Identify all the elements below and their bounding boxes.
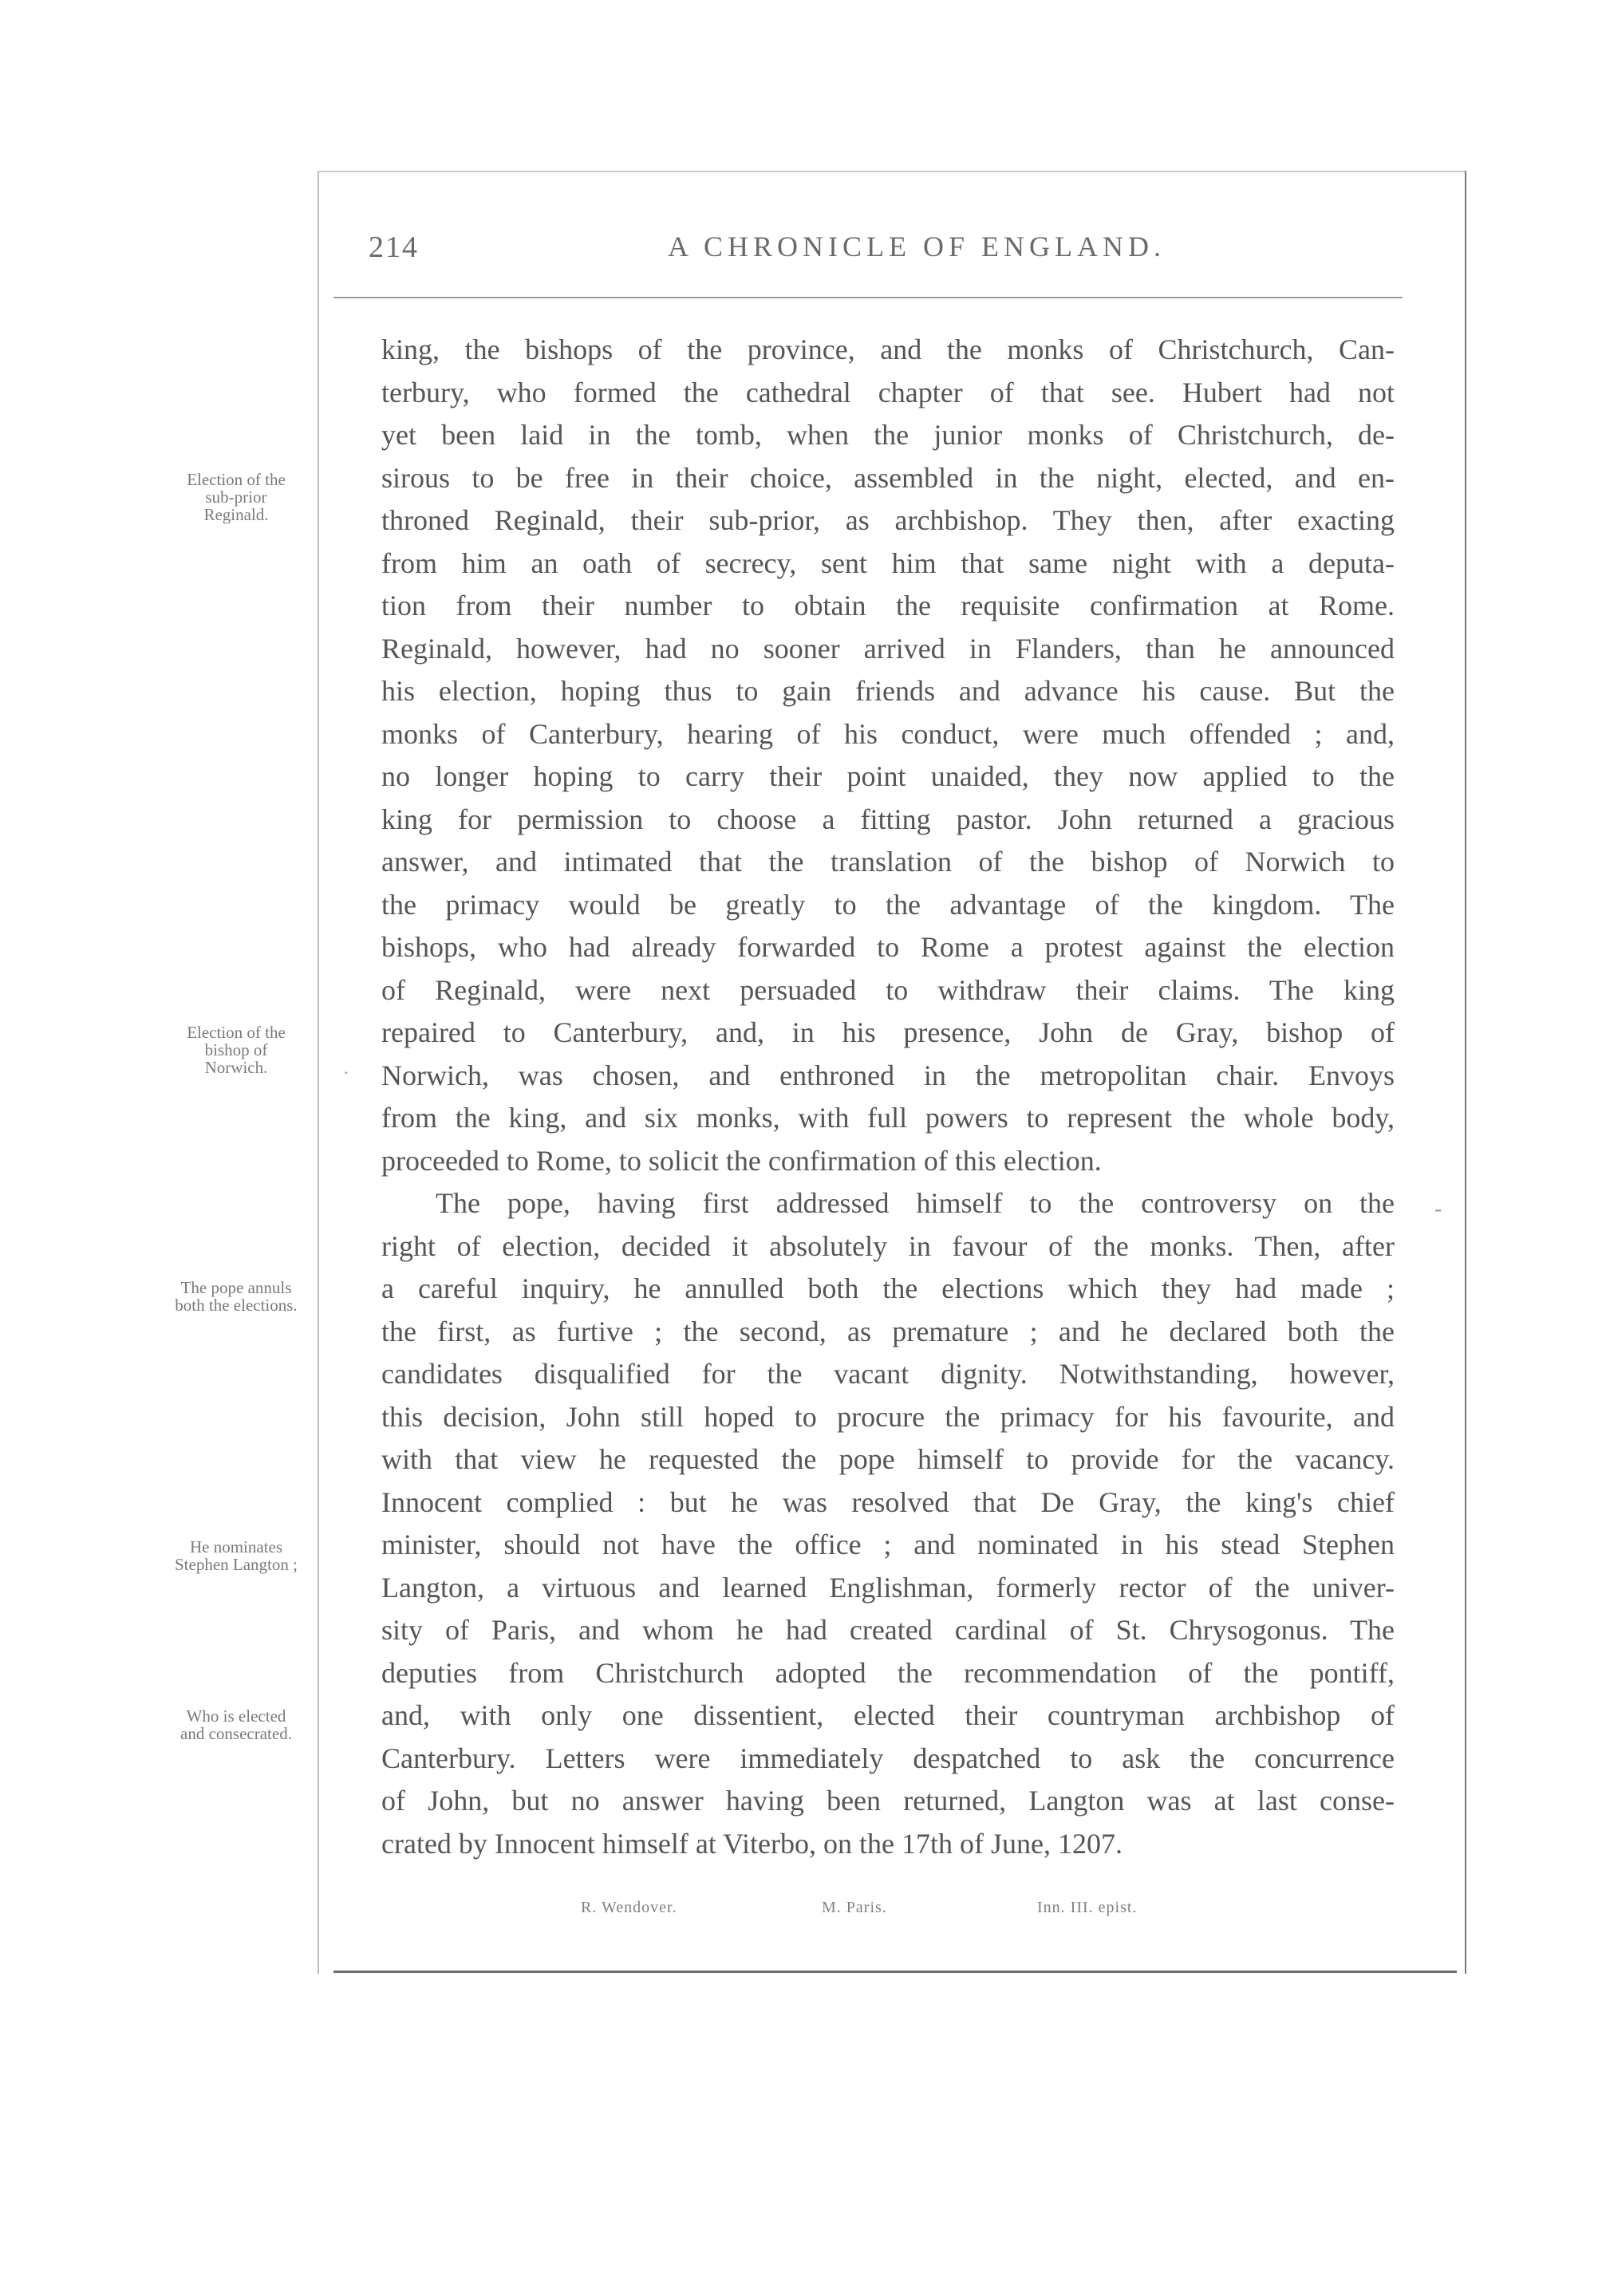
text-line: of Reginald, were next persuaded to withdraw their claims. The king: [381, 973, 1395, 1006]
text-line: throned Reginald, their sub-prior, as archbishop. They then, after exacting: [381, 504, 1395, 536]
page-frame-right-rule: [1465, 171, 1466, 1974]
text-line: the first, as furtive ; the second, as premature ; and he declared both the: [381, 1315, 1395, 1347]
page-frame-top-rule: [318, 171, 1466, 172]
text-line: with that view he requested the pope himself to provide for the vacancy.: [381, 1443, 1395, 1475]
text-line: and, with only one dissentient, elected their countryman archbishop of: [381, 1699, 1395, 1731]
text-line: from him an oath of secrecy, sent him that same night with a deputa-: [381, 546, 1395, 579]
text-line: his election, hoping thus to gain friends and advance his cause. But the: [381, 675, 1395, 707]
text-line: repaired to Canterbury, and, in his presence, John de Gray, bishop of: [381, 1016, 1395, 1048]
text-line: Reginald, however, had no sooner arrived in Flanders, than he announced: [381, 632, 1395, 665]
stray-dash-mark: -: [1434, 1197, 1442, 1221]
text-line: answer, and intimated that the translation of the bishop of Norwich to: [381, 846, 1395, 878]
text-line: yet been laid in the tomb, when the junior monks of Christchurch, de-: [381, 419, 1395, 451]
text-line: from the king, and six monks, with full powers to represent the whole body,: [381, 1102, 1395, 1134]
page-frame-bottom-rule: [333, 1971, 1457, 1973]
marginal-note-bishop-norwich: Election of the bishop of Norwich.: [187, 1023, 286, 1077]
text-line: minister, should not have the office ; and nominated in his stead Stephen: [381, 1529, 1395, 1560]
text-line: tion from their number to obtain the requisite confirmation at Rome.: [381, 590, 1395, 621]
page-number: 214: [369, 231, 419, 264]
text-line: Canterbury. Letters were immediately despatched to ask the concurrence: [381, 1742, 1395, 1774]
text-line: bishops, who had already forwarded to Rome a protest against the election: [381, 931, 1395, 963]
paragraph-2: [381, 1182, 1395, 1865]
text-line: of John, but no answer having been returned, Langton was at last conse-: [381, 1785, 1395, 1817]
text-line: crated by Innocent himself at Viterbo, on the 17th of June, 1207.: [381, 1827, 1123, 1860]
text-line: candidates disqualified for the vacant dignity. Notwithstanding, however,: [381, 1358, 1395, 1390]
stray-dot-mark: ·: [343, 1063, 349, 1083]
marginal-note-sub-prior: Election of the sub-prior Reginald.: [187, 470, 286, 524]
marginal-note-pope-annuls: The pope annuls both the elections.: [175, 1278, 298, 1315]
running-title: A CHRONICLE OF ENGLAND.: [668, 231, 1166, 262]
text-line: Norwich, was chosen, and enthroned in the metropolitan chair. Envoys: [381, 1059, 1395, 1091]
text-line: The pope, having first addressed himself to the controversy on the: [436, 1187, 1395, 1219]
text-line: Innocent complied : but he was resolved that De Gray, the king's chief: [381, 1485, 1395, 1518]
footnote-source-paris: M. Paris.: [822, 1899, 887, 1916]
marginal-note-nominates-langton: He nominates Stephen Langton ;: [175, 1537, 298, 1574]
page-frame-left-rule: [318, 171, 319, 1974]
text-line: terbury, who formed the cathedral chapter of that see. Hubert had not: [381, 376, 1395, 408]
text-line: monks of Canterbury, hearing of his conduct, were much offended ; and,: [381, 717, 1395, 750]
text-line: sirous to be free in their choice, assembled in the night, elected, and en-: [381, 461, 1395, 494]
paragraph-1: [381, 329, 1395, 1182]
text-line: Langton, a virtuous and learned Englishman, formerly rector of the univer-: [381, 1571, 1395, 1604]
footnote-source-wendover: R. Wendover.: [581, 1899, 677, 1916]
text-line: sity of Paris, and whom he had created cardinal of St. Chrysogonus. The: [381, 1614, 1395, 1646]
footnote-source-innocent: Inn. III. epist.: [1037, 1899, 1138, 1916]
text-line: king, the bishops of the province, and the monks of Christchurch, Can-: [381, 333, 1395, 365]
text-line: no longer hoping to carry their point unaided, they now applied to the: [381, 760, 1395, 792]
text-line: a careful inquiry, he annulled both the elections which they had made ;: [381, 1272, 1395, 1304]
text-line: deputies from Christchurch adopted the recommendation of the pontiff,: [381, 1656, 1395, 1689]
text-line: this decision, John still hoped to procure the primacy for his favourite, and: [381, 1400, 1395, 1433]
running-head: [369, 230, 1406, 270]
source-footnotes: [581, 1899, 1219, 1923]
header-rule: [333, 297, 1403, 298]
text-line: proceeded to Rome, to solicit the confirmation of this election.: [381, 1144, 1102, 1177]
text-line: king for permission to choose a fitting pastor. John returned a gracious: [381, 803, 1395, 835]
text-line: the primacy would be greatly to the advantage of the kingdom. The: [381, 888, 1395, 921]
marginal-note-elected-consecrated: Who is elected and consecrated.: [180, 1706, 292, 1743]
text-line: right of election, decided it absolutely in favour of the monks. Then, after: [381, 1229, 1395, 1262]
body-text: [381, 329, 1395, 1865]
